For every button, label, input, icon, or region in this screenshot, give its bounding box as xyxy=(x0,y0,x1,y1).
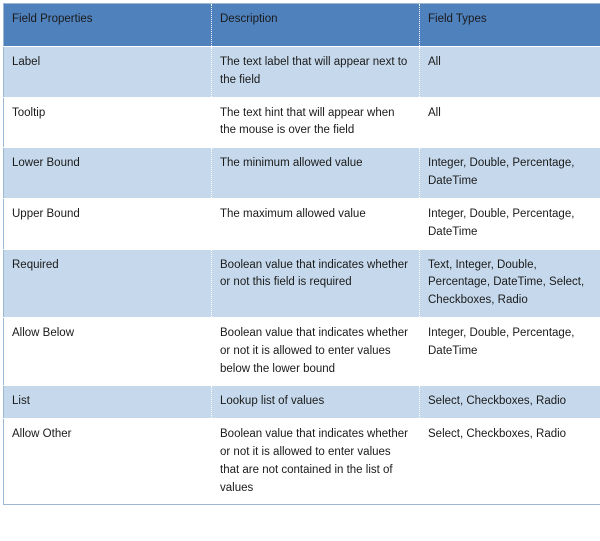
property-description: Boolean value that indicates whether or not it is allowed to enter values below the lower bound xyxy=(220,325,412,378)
field-properties-table xyxy=(3,3,600,505)
cell-description xyxy=(212,97,420,148)
column-header-label: Field Types xyxy=(428,11,593,29)
cell-description xyxy=(212,317,420,385)
column-header-field-properties xyxy=(4,4,212,47)
property-field-types: Integer, Double, Percentage, DateTime xyxy=(428,325,593,361)
table-row xyxy=(4,419,600,505)
property-description: The text label that will appear next to the field xyxy=(220,54,412,90)
property-description: The minimum allowed value xyxy=(220,155,412,173)
cell-property xyxy=(4,249,212,317)
cell-field-types xyxy=(420,97,600,148)
cell-field-types xyxy=(420,317,600,385)
table-header xyxy=(4,4,600,47)
property-name: Lower Bound xyxy=(12,155,204,173)
property-field-types: Integer, Double, Percentage, DateTime xyxy=(428,155,593,191)
property-name: Label xyxy=(12,54,204,72)
property-field-types: Integer, Double, Percentage, DateTime xyxy=(428,206,593,242)
cell-field-types xyxy=(420,419,600,505)
cell-property xyxy=(4,97,212,148)
cell-description xyxy=(212,419,420,505)
property-description: Boolean value that indicates whether or not it is allowed to enter values that are not contained in the list of values xyxy=(220,426,412,497)
cell-description xyxy=(212,47,420,98)
cell-field-types xyxy=(420,198,600,249)
table-row xyxy=(4,198,600,249)
property-field-types: All xyxy=(428,54,593,72)
property-name: Allow Other xyxy=(12,426,204,444)
property-name: Allow Below xyxy=(12,325,204,343)
cell-property xyxy=(4,198,212,249)
property-field-types: Select, Checkboxes, Radio xyxy=(428,426,593,444)
property-description: The maximum allowed value xyxy=(220,206,412,224)
cell-property xyxy=(4,386,212,419)
column-header-description xyxy=(212,4,420,47)
table-header-row xyxy=(4,4,600,47)
table-body xyxy=(4,47,600,505)
property-name: Tooltip xyxy=(12,105,204,123)
property-description: Lookup list of values xyxy=(220,393,412,411)
property-field-types: Text, Integer, Double, Percentage, DateTime, Select, Checkboxes, Radio xyxy=(428,257,593,310)
property-name: Upper Bound xyxy=(12,206,204,224)
cell-property xyxy=(4,148,212,199)
cell-description xyxy=(212,249,420,317)
property-name: Required xyxy=(12,257,204,275)
cell-property xyxy=(4,317,212,385)
property-description: The text hint that will appear when the mouse is over the field xyxy=(220,105,412,141)
table-row xyxy=(4,97,600,148)
property-name: List xyxy=(12,393,204,411)
property-description: Boolean value that indicates whether or not this field is required xyxy=(220,257,412,293)
cell-field-types xyxy=(420,47,600,98)
cell-field-types xyxy=(420,386,600,419)
table-row xyxy=(4,148,600,199)
column-header-label: Description xyxy=(220,11,412,29)
table-row xyxy=(4,317,600,385)
cell-description xyxy=(212,198,420,249)
property-field-types: All xyxy=(428,105,593,123)
cell-property xyxy=(4,47,212,98)
cell-description xyxy=(212,386,420,419)
table-row xyxy=(4,47,600,98)
property-field-types: Select, Checkboxes, Radio xyxy=(428,393,593,411)
cell-field-types xyxy=(420,249,600,317)
column-header-field-types xyxy=(420,4,600,47)
table-row xyxy=(4,386,600,419)
column-header-label: Field Properties xyxy=(12,11,204,29)
table-row xyxy=(4,249,600,317)
cell-description xyxy=(212,148,420,199)
cell-property xyxy=(4,419,212,505)
cell-field-types xyxy=(420,148,600,199)
